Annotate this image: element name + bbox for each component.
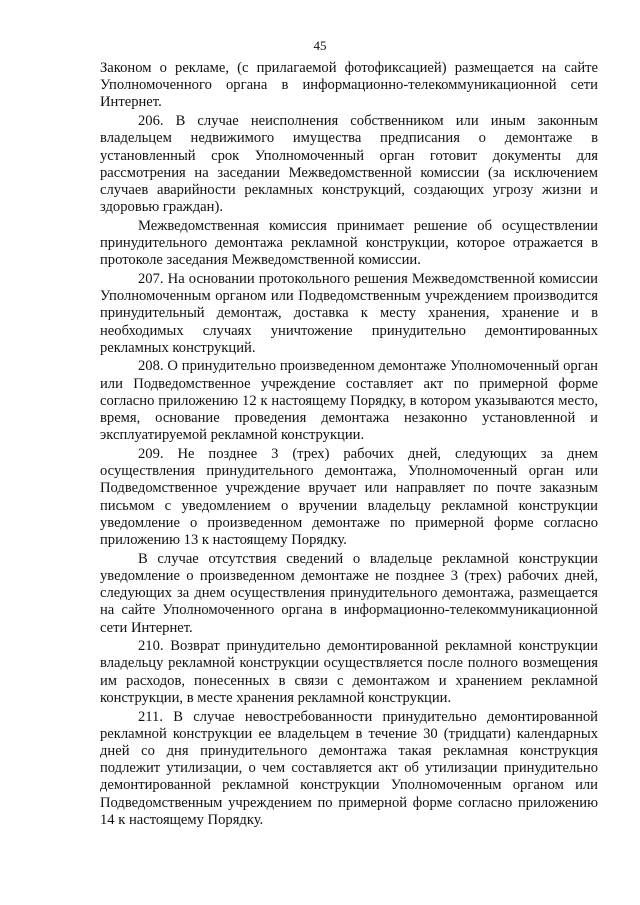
paragraph-210: 210. Возврат принудительно демонтированной рекламной конструкции владельцу рекламной конструкции осуществляется после полного возмещения им расходов, понесенных в связи с демонтажом и хранением рекламной конструкции, в месте хранения рекламной конструкции.: [100, 638, 598, 706]
document-body: [100, 60, 598, 829]
paragraph-no-owner-info: В случае отсутствия сведений о владельце рекламной конструкции уведомление о произведенном демонтаже не позднее 3 (трех) рабочих дней, следующих за днем осуществления принудительного демонтажа, размещается на сайте Уполномоченного органа в информационно-телекоммуникационной сети Интернет.: [100, 550, 598, 636]
paragraph-211: 211. В случае невостребованности принудительно демонтированной рекламной конструкции ее владельцем в течение 30 (тридцати) календарных дней со дня принудительного демонтажа такая рекламная конструкция подлежит утилизации, о чем составляется акт об утилизации принудительно демонтированной рекламной конструкции Уполномоченным органом или Подведомственным учреждением по примерной форме согласно приложению 14 к настоящему Порядку.: [100, 708, 598, 828]
paragraph-206: 206. В случае неисполнения собственником или иным законным владельцем недвижимого имущества предписания о демонтаже в установленный срок Уполномоченный орган готовит документы для рассмотрения на заседании Межведомственной комиссии (за исключением случаев аварийности рекламных конструкций, создающих угрозу жизни и здоровью граждан).: [100, 113, 598, 216]
paragraph-continuation: Законом о рекламе, (с прилагаемой фотофиксацией) размещается на сайте Уполномоченного органа в информационно-телекоммуникационной сети Интернет.: [100, 60, 598, 111]
paragraph-commission-decision: Межведомственная комиссия принимает решение об осуществлении принудительного демонтажа рекламной конструкции, которое отражается в протоколе заседания Межведомственной комиссии.: [100, 217, 598, 269]
page-number: 45: [313, 38, 327, 53]
paragraph-207: 207. На основании протокольного решения Межведомственной комиссии Уполномоченным органом или Подведомственным учреждением производится принудительный демонтаж, доставка к месту хранения, хранение и в необходимых случаях уничтожение принудительно демонтированных рекламных конструкций.: [100, 270, 598, 356]
paragraph-209: 209. Не позднее 3 (трех) рабочих дней, следующих за днем осуществления принудительного демонтажа, Уполномоченный орган или Подведомственное учреждение вручает или направляет по почте заказным письмом с уведомлением о вручении владельцу рекламной конструкции уведомление о произведенном демонтаже по примерной форме согласно приложению 13 к настоящему Порядку.: [100, 445, 598, 548]
paragraph-208: 208. О принудительно произведенном демонтаже Уполномоченный орган или Подведомственное учреждение составляет акт по примерной форме согласно приложению 12 к настоящему Порядку, в котором указываются место, время, основание проведения демонтажа незаконно установленной и эксплуатируемой рекламной конструкции.: [100, 358, 598, 444]
